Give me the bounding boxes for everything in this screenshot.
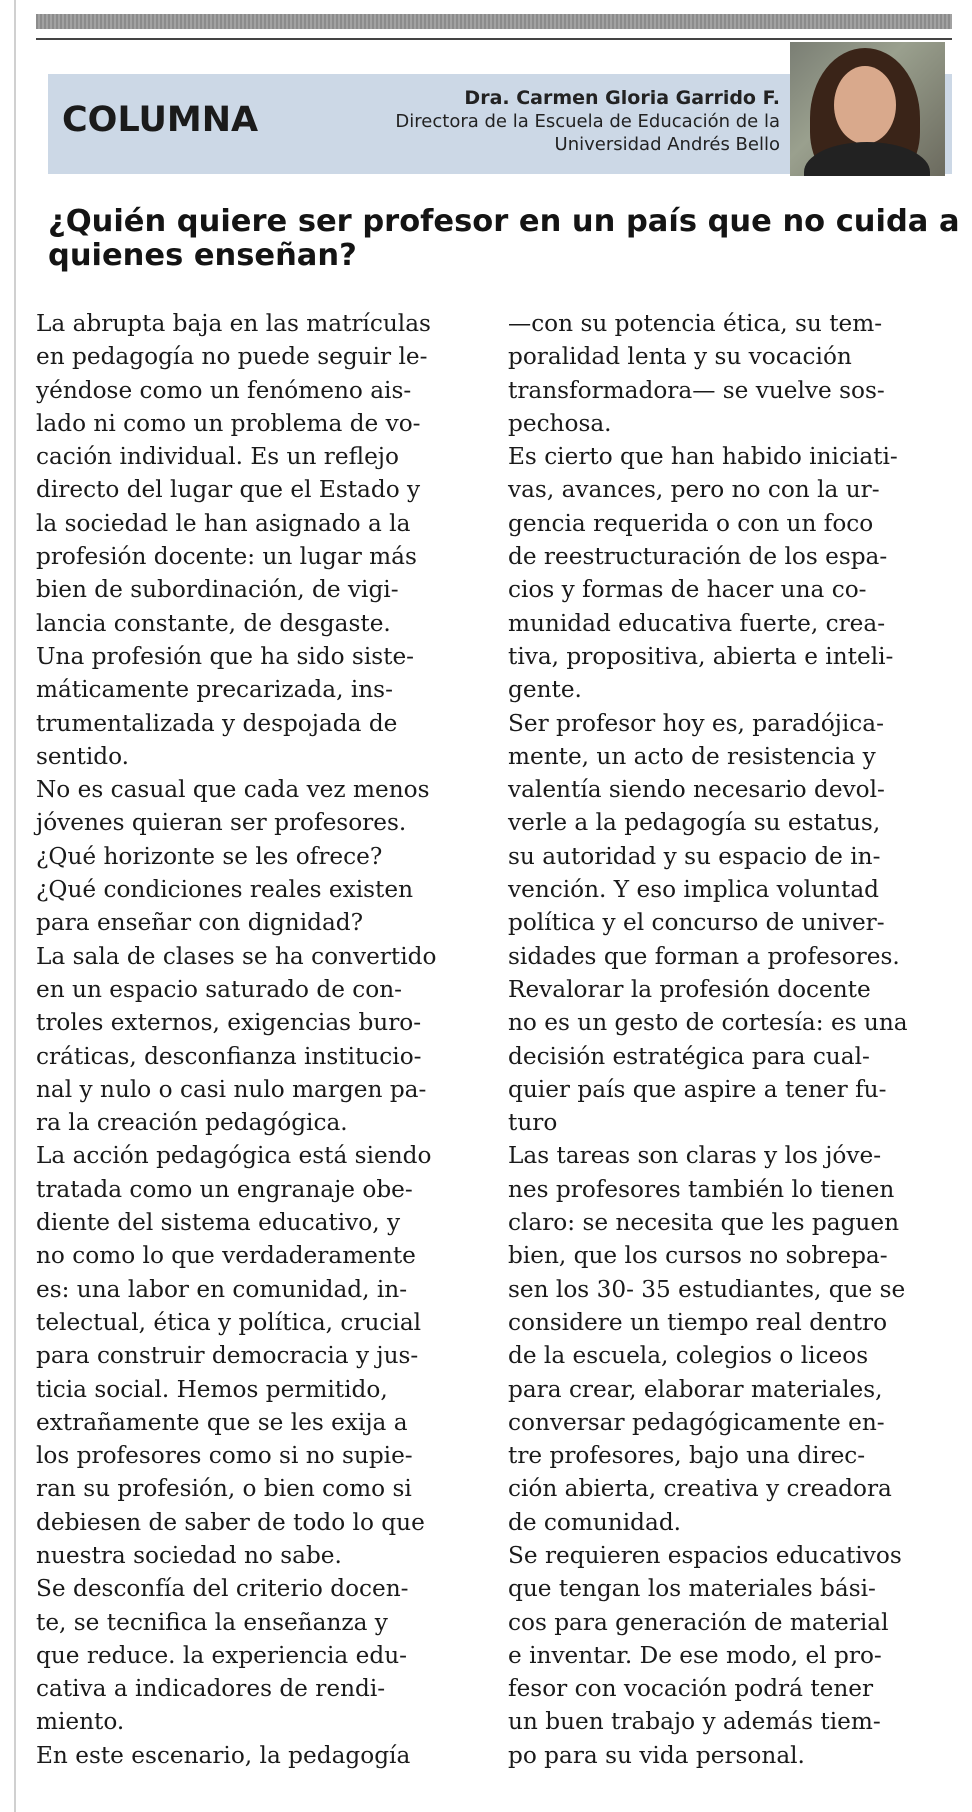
article-text-line: lancia constante, de desgaste. (36, 609, 391, 637)
author-role-line-2: Universidad Andrés Bello (554, 134, 780, 155)
article-text-line: La abrupta baja en las matrículas (36, 310, 431, 337)
author-role-line-1: Directora de la Escuela de Educación de la (395, 111, 780, 132)
article-text-line: vas, avances, pero no con la ur- (508, 476, 880, 504)
article-text-line: En este escenario, la pedagogía (36, 1741, 411, 1769)
article-text-line: que tengan los materiales bási- (508, 1575, 876, 1603)
article-text-line: nal y nulo o casi nulo margen pa- (36, 1075, 427, 1103)
article-text-line: Se desconfía del criterio docen- (36, 1575, 409, 1603)
article-text-line: considere un tiempo real dentro (508, 1308, 888, 1336)
article-text-line: conversar pedagógicamente en- (508, 1408, 885, 1436)
article-text-line: nes profesores también lo tienen (508, 1175, 895, 1203)
article-text-line: lado ni como un problema de vo- (36, 409, 421, 437)
article-text-line: valentía siendo necesario devol- (508, 776, 885, 804)
article-text-line: directo del lugar que el Estado y (36, 476, 421, 504)
article-text-line: pechosa. (508, 409, 612, 437)
article-text-line: no es un gesto de cortesía: es una (508, 1009, 908, 1037)
article-text-line: munidad educativa fuerte, crea- (508, 609, 886, 637)
article-text-line: gencia requerida o con un foco (508, 509, 874, 537)
article-headline (48, 205, 960, 273)
article-text-line: miento. (36, 1708, 125, 1736)
article-text-line: No es casual que cada vez menos (36, 776, 430, 804)
article-text-line: los profesores como si no supie- (36, 1442, 413, 1470)
article-text-line: ra la creación pedagógica. (36, 1109, 348, 1137)
article-text-line: nuestra sociedad no sabe. (36, 1541, 342, 1569)
article-text-line: Se requieren espacios educativos (508, 1541, 902, 1569)
article-text-line: no como lo que verdaderamente (36, 1242, 416, 1270)
article-text-line: troles externos, exigencias buro- (36, 1009, 422, 1037)
article-text-line: máticamente precarizada, ins- (36, 676, 393, 704)
article-text-line: mente, un acto de resistencia y (508, 742, 876, 770)
article-text-line: sidades que forman a profesores. (508, 942, 900, 970)
article-text-line: diente del sistema educativo, y (36, 1209, 401, 1237)
author-photo-face (834, 66, 896, 144)
article-text-line: claro: se necesita que les paguen (508, 1209, 900, 1237)
article-text-line: cativa a indicadores de rendi- (36, 1675, 386, 1703)
article-text-line: ¿Qué condiciones reales existen (36, 876, 414, 904)
article-text-line: sen los 30- 35 estudiantes, que se (508, 1275, 906, 1303)
article-text-line: Ser profesor hoy es, paradójica- (508, 709, 884, 737)
article-text-line: cráticas, desconfianza institucio- (36, 1042, 422, 1070)
article-text-line: en pedagogía no puede seguir le- (36, 343, 428, 371)
article-text-line: de la escuela, colegios o liceos (508, 1342, 869, 1370)
article-text-line: trumentalizada y despojada de (36, 709, 398, 737)
article-text-line: profesión docente: un lugar más (36, 543, 417, 571)
article-text-line: tratada como un engranaje obe- (36, 1175, 413, 1203)
article-text-line: —con su potencia ética, su tem- (508, 310, 883, 337)
article-text-line: bien de subordinación, de vigi- (36, 576, 399, 604)
article-text-line: Es cierto que han habido iniciati- (508, 443, 898, 471)
article-text-line: verle a la pedagogía su estatus, (508, 809, 881, 837)
article-text-line: para crear, elaborar materiales, (508, 1375, 883, 1403)
article-text-line: e inventar. De ese modo, el pro- (508, 1641, 882, 1669)
author-photo (790, 42, 945, 176)
article-text-line: te, se tecnifica la enseñanza y (36, 1608, 388, 1636)
article-text-line: tiva, propositiva, abierta e inteli- (508, 642, 894, 670)
article-text-line: extrañamente que se les exija a (36, 1408, 408, 1436)
article-text-line: de comunidad. (508, 1508, 682, 1536)
article-text-line: Revalorar la profesión docente (508, 975, 871, 1003)
headline-line-2: quienes enseñan? (48, 238, 357, 273)
headline-line-1: ¿Quién quiere ser profesor en un país que no cuida a (48, 204, 960, 239)
article-text-line: que reduce. la experiencia edu- (36, 1641, 407, 1669)
article-text-line: bien, que los cursos no sobrepa- (508, 1242, 888, 1270)
article-text-line: ran su profesión, o bien como si (36, 1475, 412, 1503)
article-text-line: La acción pedagógica está siendo (36, 1142, 432, 1170)
article-text-line: vención. Y eso implica voluntad (508, 876, 880, 904)
article-text-line: para enseñar con dignidad? (36, 909, 364, 937)
article-text-line: Las tareas son claras y los jóve- (508, 1142, 882, 1170)
article-text-line: La sala de clases se ha convertido (36, 942, 437, 970)
article-text-line: cación individual. Es un reflejo (36, 443, 399, 471)
article-text-line: quier país que aspire a tener fu- (508, 1075, 887, 1103)
article-text-line: fesor con vocación podrá tener (508, 1675, 874, 1703)
article-text-line: poralidad lenta y su vocación (508, 343, 852, 371)
article-text-line: de reestructuración de los espa- (508, 543, 888, 571)
article-text-line: ticia social. Hemos permitido, (36, 1375, 388, 1403)
article-text-line: jóvenes quieran ser profesores. (36, 809, 407, 837)
article-text-line: decisión estratégica para cual- (508, 1042, 870, 1070)
article-text-line: sentido. (36, 742, 130, 770)
article-text-line: ¿Qué horizonte se les ofrece? (36, 842, 383, 870)
article-text-line: transformadora— se vuelve sos- (508, 376, 885, 404)
article-text-line: cios y formas de hacer una co- (508, 576, 867, 604)
author-block (395, 86, 780, 156)
article-text-line: un buen trabajo y además tiem- (508, 1708, 881, 1736)
article-text-line: la sociedad le han asignado a la (36, 509, 411, 537)
article-text-line: es: una labor en comunidad, in- (36, 1275, 408, 1303)
top-rule-thin (36, 38, 952, 40)
article-text-line: política y el concurso de univer- (508, 909, 885, 937)
page-edge (14, 0, 16, 1812)
article-column-2 (508, 307, 948, 1772)
article-text-line: yéndose como un fenómeno ais- (36, 376, 412, 404)
top-rule (36, 14, 952, 29)
article-text-line: telectual, ética y política, crucial (36, 1308, 422, 1336)
article-text-line: turo (508, 1109, 558, 1137)
article-text-line: po para su vida personal. (508, 1741, 805, 1769)
article-text-line: cos para generación de material (508, 1608, 889, 1636)
article-text-line: tre profesores, bajo una direc- (508, 1442, 866, 1470)
article-column-1 (36, 307, 476, 1772)
article-text-line: para construir democracia y jus- (36, 1342, 419, 1370)
article-text-line: debiesen de saber de todo lo que (36, 1508, 425, 1536)
article-text-line: gente. (508, 676, 582, 704)
article-text-line: ción abierta, creativa y creadora (508, 1475, 892, 1503)
article-text-line: en un espacio saturado de con- (36, 975, 402, 1003)
article-text-line: su autoridad y su espacio de in- (508, 842, 881, 870)
author-name: Dra. Carmen Gloria Garrido F. (464, 87, 780, 109)
article-text-line: Una profesión que ha sido siste- (36, 642, 415, 670)
section-kicker: COLUMNA (62, 100, 259, 140)
